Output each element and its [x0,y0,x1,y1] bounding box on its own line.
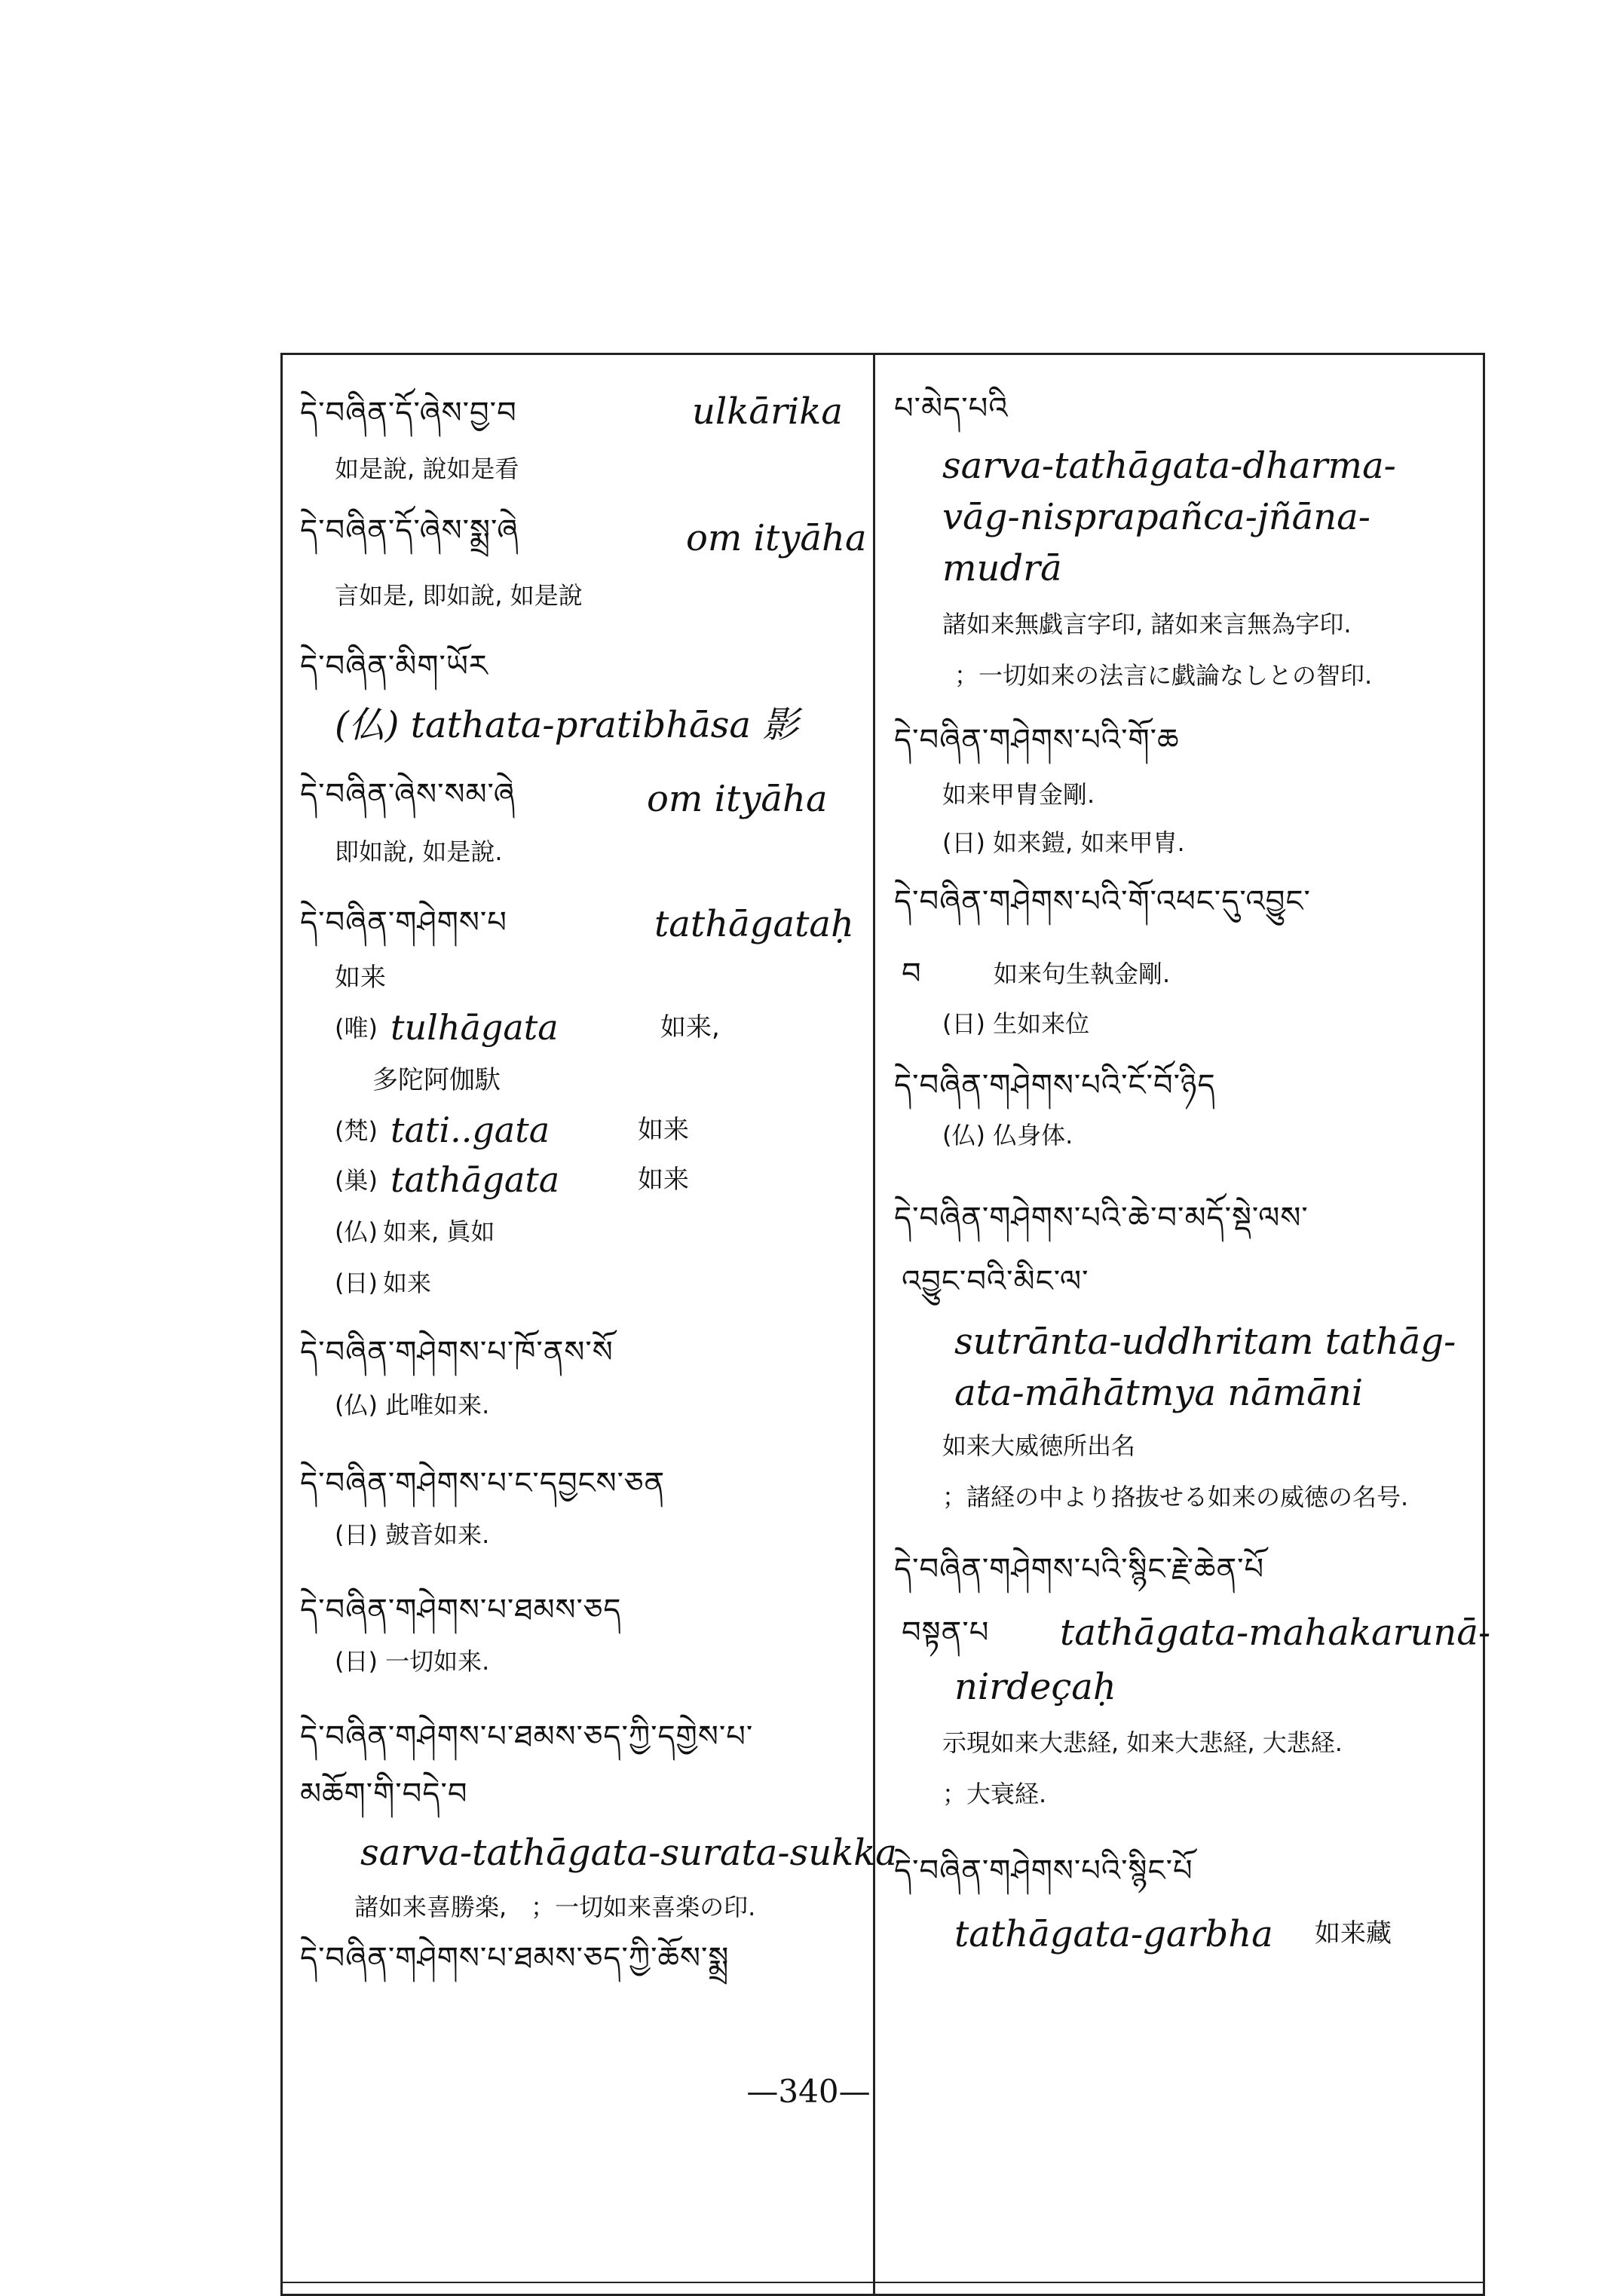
japanese-gloss: (日) 一切如来. [335,1647,490,1676]
japanese-gloss: (日) 如来鎧, 如来甲胄. [942,828,1185,857]
sanskrit-variant: tulhāgata [390,1007,559,1048]
tibetan-headword: དེ་བཞིན་གཤེགས་པའི་གོ་འཕང་དུ་འབྱུང་ [894,884,1311,919]
tibetan-headword: དེ་བཞིན་ཞེས་སམ་ཞེ [300,777,516,812]
tibetan-headword: དེ་བཞིན་དོ་ཞེས་བྱ་བ [300,396,517,430]
sanskrit-term: om ityāha [647,778,828,820]
tibetan-headword: དེ་བཞིན་དོ་ཞེས་སྨྲ་ཞེ [300,513,519,548]
source-label: (仏) [335,1217,378,1246]
japanese-gloss: (日) 生如来位 [942,1009,1090,1038]
sanskrit-term: ulkārika [692,390,843,433]
tibetan-headword: དེ་བཞིན་གཤེགས་པའི་ཆེ་བ་མདོ་སྡེ་ལས་ [894,1201,1309,1235]
tibetan-headword-cont: བསྟན་པ [902,1615,990,1650]
japanese-gloss: 諸如来無戯言字印, 諸如来言無為字印. [942,610,1352,638]
source-label: (巣) [335,1166,378,1195]
japanese-gloss: (仏) 仏身体. [942,1121,1073,1150]
sanskrit-term: om ityāha [686,517,867,559]
japanese-gloss: 諸如来喜勝楽, ；一切如来喜楽の印. [354,1893,756,1921]
japanese-gloss: 如来 [335,963,386,993]
japanese-gloss: 如来藏 [1315,1918,1392,1949]
tibetan-headword: དེ་བཞིན་གཤེགས་པའི་སྙིང་པོ [894,1854,1193,1888]
sanskrit-term: tathāgata-mahakarunā- [1060,1612,1491,1654]
tibetan-headword-cont: བ [902,957,922,991]
sanskrit-term: ata-māhātmya nāmāni [954,1372,1364,1414]
tibetan-headword: དེ་བཞིན་མིག་ཡོར [300,649,488,684]
japanese-gloss: 言如是, 即如說, 如是說 [335,581,583,610]
tibetan-headword: དེ་བཞིན་གཤེགས་པ་ཐམས་ཅད་ཀྱི་དགྱེས་པ་ [300,1719,754,1754]
sanskrit-term: (仏) tathata-pratibhāsa 影 [335,704,799,746]
japanese-gloss: 如来大威徳所出名 [942,1431,1136,1460]
tibetan-headword: དེ་བཞིན་གཤེགས་པ་ཐམས་ཅད [300,1593,622,1627]
sanskrit-term: tathāgata-garbha [954,1913,1273,1955]
page-number: —340— [746,2073,871,2110]
variant-gloss: 多陀阿伽馱 [372,1065,501,1095]
tibetan-headword: དེ་བཞིན་གཤེགས་པའི་གོ་ཆ [894,723,1180,758]
tibetan-headword: དེ་བཞིན་གཤེགས་པ་ཐམས་ཅད་ཀྱི་ཆོས་སྨྲ [300,1941,730,1976]
sanskrit-term: nirdeçaḥ [954,1666,1116,1708]
sanskrit-term: sutrānta-uddhritam tathāg- [954,1321,1456,1363]
tibetan-headword: དེ་བཞིན་གཤེགས་པ [300,905,507,940]
japanese-gloss: 如是說, 說如是看 [335,455,519,483]
sanskrit-term: vāg-nisprapañca-jñāna- [942,496,1371,538]
source-label: (日) [335,1269,378,1297]
japanese-gloss: 示現如来大悲経, 如来大悲経, 大悲経. [942,1728,1343,1757]
tibetan-headword: དེ་བཞིན་གཤེགས་པའི་སྙིང་རྗེ་ཆེན་པོ [894,1552,1265,1587]
tibetan-headword-cont: མཆོག་གི་བདེ་བ [300,1777,468,1811]
variant-gloss: 如来 [638,1115,689,1145]
variant-gloss: 如来 [383,1269,432,1297]
source-label: (唯) [335,1014,378,1042]
sanskrit-term: sarva-tathāgata-surata-sukka [360,1832,897,1874]
sanskrit-term: sarva-tathāgata-dharma- [942,445,1396,487]
japanese-gloss: ；諸経の中より挌抜せる如来の威徳の名号. [942,1483,1409,1511]
japanese-gloss: (仏) 此唯如来. [335,1391,490,1419]
variant-gloss: 如来, 眞如 [383,1217,495,1246]
variant-gloss: 如来, [660,1012,720,1042]
sanskrit-variant: tathāgata [390,1159,560,1200]
japanese-gloss: ；一切如来の法言に戯論なしとの智印. [954,661,1373,690]
tibetan-headword: དེ་བཞིན་གཤེགས་པ་ཁོ་ནས་སོ [300,1335,614,1370]
japanese-gloss: 如来句生執金剛. [994,960,1171,988]
sanskrit-term: tathāgataḥ [654,903,854,945]
sanskrit-term: mudrā [942,547,1062,589]
column-divider [873,353,875,2296]
tibetan-headword: དེ་བཞིན་གཤེགས་པའི་ངོ་བོ་ཉིད [894,1068,1216,1103]
japanese-gloss: 如来甲胄金剛. [942,780,1095,809]
tibetan-headword-cont: འབྱུང་བའི་མིང་ལ་ [902,1264,1089,1299]
variant-gloss: 如来 [638,1165,689,1195]
japanese-gloss: ；大衰経. [942,1780,1047,1808]
japanese-gloss: (日) 皷音如来. [335,1520,490,1549]
tibetan-headword: དེ་བཞིན་གཤེགས་པ་ང་དབྱངས་ཅན [300,1466,666,1501]
source-label: (梵) [335,1116,378,1145]
sanskrit-variant: tati..gata [390,1110,550,1150]
japanese-gloss: 即如說, 如是說. [335,837,503,866]
tibetan-headword-cont: པ་མེད་པའི [894,391,1009,426]
